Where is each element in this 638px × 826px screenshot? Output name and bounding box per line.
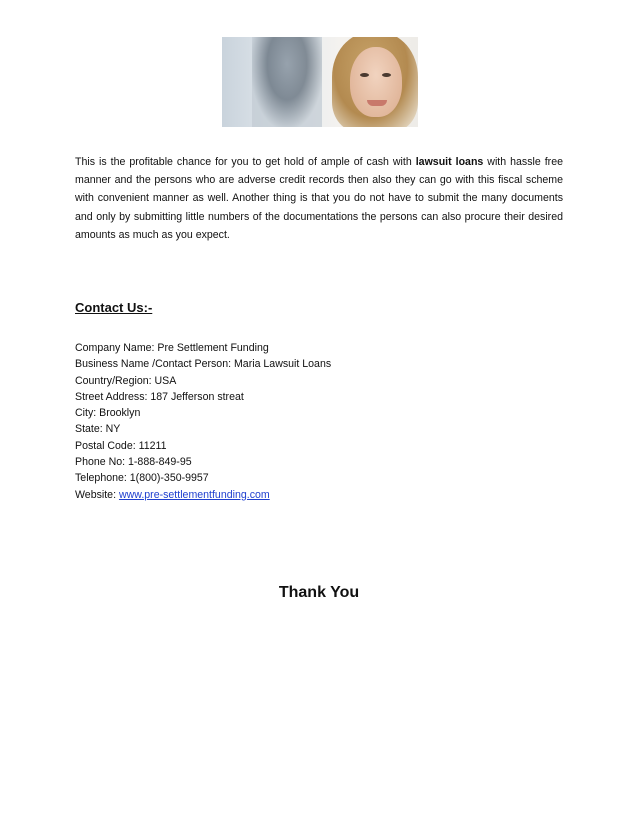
country-region: Country/Region: USA [75, 374, 177, 387]
contact-heading: Contact Us:- [75, 300, 153, 315]
thank-you-text: Thank You [278, 584, 360, 601]
left-eye [360, 73, 369, 77]
state: State: NY [75, 423, 121, 436]
website-line [75, 487, 555, 503]
smile [367, 100, 387, 106]
website-link[interactable]: www.pre-settlementfunding.com [118, 488, 270, 501]
street-address: Street Address: 187 Jefferson streat [75, 390, 244, 403]
header-photo [222, 37, 418, 127]
telephone-number: Telephone: 1(800)-350-9957 [75, 472, 209, 485]
right-eye [382, 73, 391, 77]
business-name: Business Name /Contact Person: Maria Lawsuit Loans [75, 358, 332, 371]
woman-face [350, 47, 402, 117]
background-person [252, 37, 322, 127]
paragraph-text-end: with hassle free manner and the persons who are adverse credit records then also they can go with this fiscal scheme with convenient manner as well. Another thing is that you do not have to submit the many documents and only by submitting little numbers of the documentations the persons can also procure their desired amounts as much as you expect. [75, 156, 563, 241]
intro-paragraph [75, 153, 563, 244]
phone-number: Phone No: 1-888-849-95 [75, 456, 192, 469]
city: City: Brooklyn [75, 407, 141, 420]
contact-details [75, 340, 555, 503]
website-label: Website: [75, 488, 119, 501]
lawsuit-loans-bold: lawsuit loans [415, 156, 484, 168]
paragraph-text-start: This is the profitable chance for you to get hold of ample of cash with [75, 156, 416, 168]
postal-code: Postal Code: 11211 [75, 439, 167, 452]
company-name: Company Name: Pre Settlement Funding [75, 342, 269, 354]
